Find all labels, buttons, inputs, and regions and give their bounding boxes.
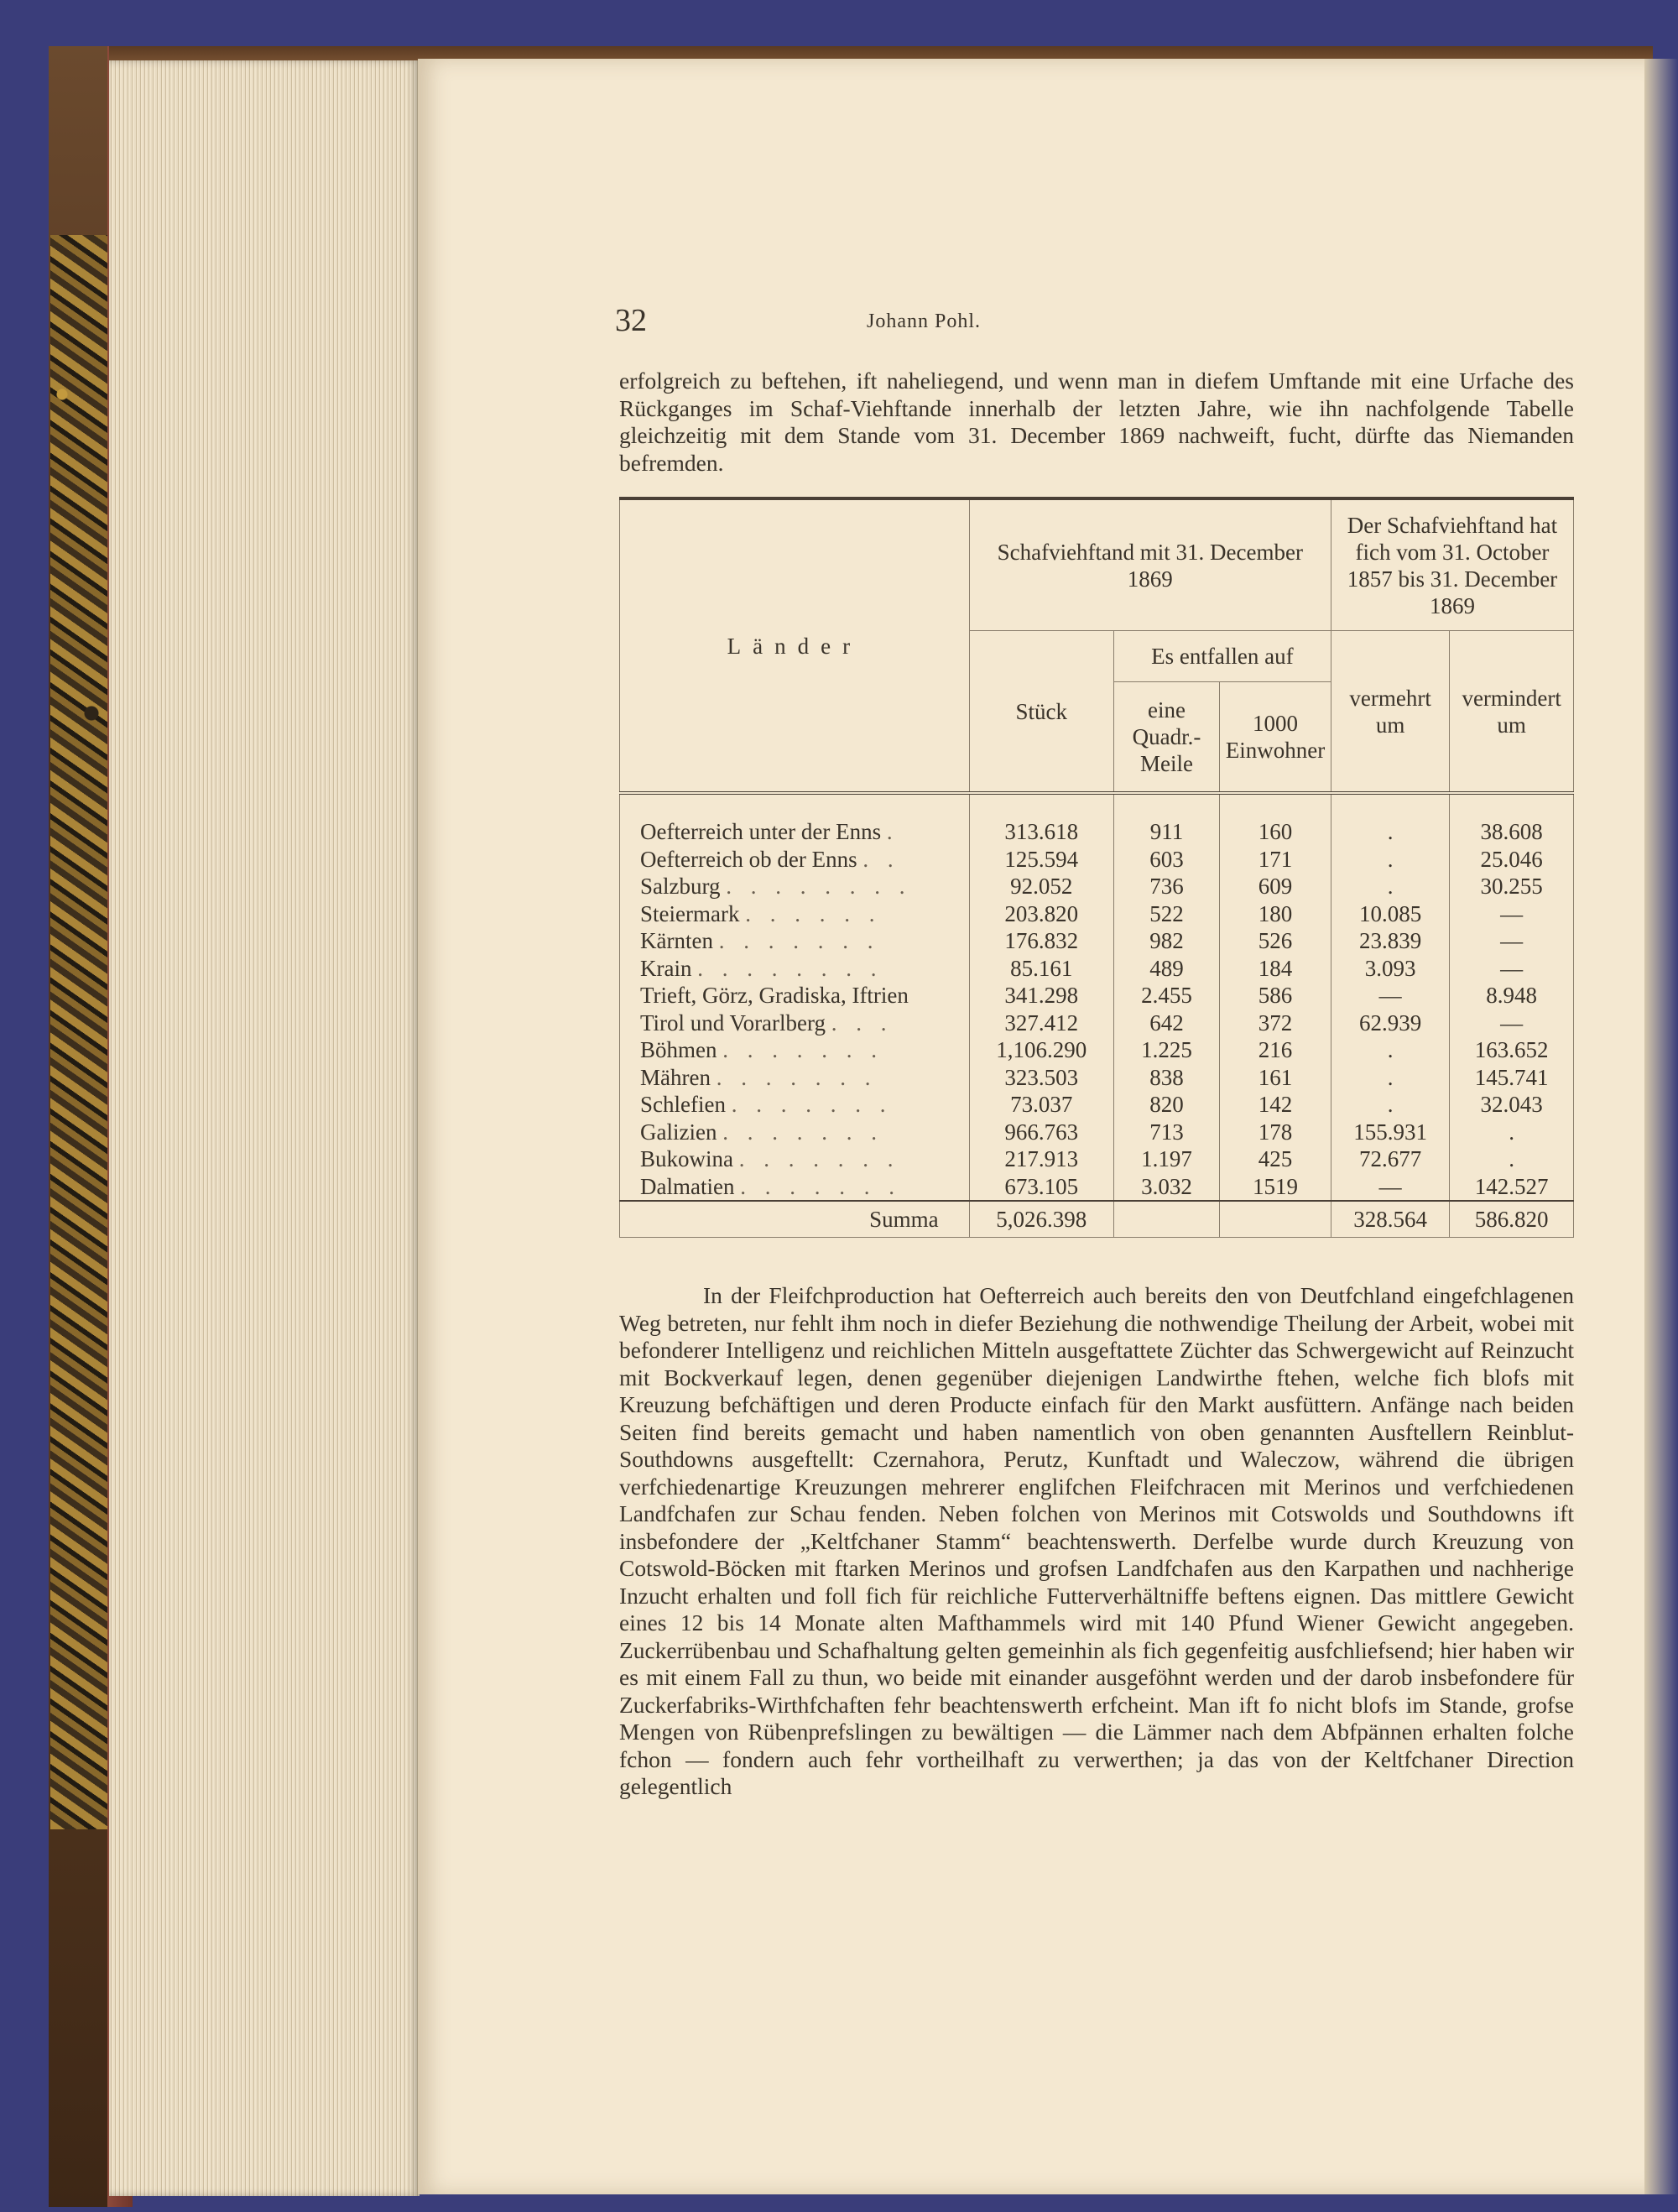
cell-vermehrt: .	[1331, 873, 1449, 900]
summa-quadr	[1113, 1201, 1219, 1238]
cell-land	[620, 1036, 970, 1064]
cell-quadr: 2.455	[1113, 982, 1219, 1009]
land-name: Mähren	[640, 1064, 711, 1090]
facing-page-edge	[1644, 59, 1678, 2194]
cell-vermindert: 25.046	[1450, 846, 1574, 874]
cell-vermindert: 38.608	[1450, 793, 1574, 846]
leader-dots: . . . . . . . .	[697, 955, 883, 981]
header-laender: Länder	[620, 498, 970, 793]
cell-stueck: 203.820	[969, 900, 1113, 928]
cell-einw: 586	[1220, 982, 1331, 1009]
cell-einw: 180	[1220, 900, 1331, 928]
sheep-statistics-table	[619, 497, 1574, 1238]
leader-dots: . . . . . . .	[722, 1037, 883, 1062]
cell-vermehrt: 72.677	[1331, 1145, 1449, 1173]
summa-einw	[1220, 1201, 1331, 1238]
cell-land	[620, 1119, 970, 1146]
cell-vermehrt: —	[1331, 982, 1449, 1009]
land-name: Bukowina	[640, 1146, 733, 1171]
cell-einw: 142	[1220, 1091, 1331, 1119]
cell-quadr: 982	[1113, 927, 1219, 955]
cell-quadr: 489	[1113, 955, 1219, 983]
page-header	[615, 302, 1571, 339]
cell-vermindert: 163.652	[1450, 1036, 1574, 1064]
leader-dots: . . . . . . .	[740, 1173, 901, 1199]
summa-vermehrt: 328.564	[1331, 1201, 1449, 1238]
cell-stueck: 1,106.290	[969, 1036, 1113, 1064]
marbled-cover-edge	[50, 235, 109, 1829]
table-row	[620, 1064, 1574, 1092]
header-vermindert: vermindert um	[1450, 631, 1574, 794]
cell-land	[620, 793, 970, 846]
table-row	[620, 900, 1574, 928]
leader-dots: . .	[862, 846, 900, 872]
table-row	[620, 793, 1574, 846]
land-name: Schlefien	[640, 1092, 726, 1117]
cell-vermehrt: 62.939	[1331, 1009, 1449, 1037]
land-name: Oefterreich unter der Enns	[640, 819, 882, 844]
table-row	[620, 1036, 1574, 1064]
cell-quadr: 522	[1113, 900, 1219, 928]
cell-stueck: 125.594	[969, 846, 1113, 874]
cell-quadr: 911	[1113, 793, 1219, 846]
cell-quadr: 820	[1113, 1091, 1219, 1119]
land-name: Krain	[640, 955, 692, 981]
cell-land	[620, 927, 970, 955]
cell-land	[620, 873, 970, 900]
land-name: Salzburg	[640, 874, 721, 899]
cell-land	[620, 1091, 970, 1119]
land-name: Galizien	[640, 1119, 717, 1145]
cell-vermindert: .	[1450, 1145, 1574, 1173]
cell-stueck: 176.832	[969, 927, 1113, 955]
header-es-entfallen: Es entfallen auf	[1113, 631, 1331, 682]
land-name: Steiermark	[640, 900, 740, 926]
cell-vermindert: 8.948	[1450, 982, 1574, 1009]
cell-land	[620, 1009, 970, 1037]
cell-einw: 216	[1220, 1036, 1331, 1064]
cell-vermehrt: 155.931	[1331, 1119, 1449, 1146]
leader-dots: . . .	[831, 1009, 894, 1036]
cell-vermindert: —	[1450, 955, 1574, 983]
cell-land	[620, 955, 970, 983]
land-name: Dalmatien	[640, 1173, 735, 1199]
cell-stueck: 327.412	[969, 1009, 1113, 1037]
table-body	[620, 793, 1574, 1201]
cell-land	[620, 846, 970, 874]
cell-vermindert: .	[1450, 1119, 1574, 1146]
cell-vermehrt: 23.839	[1331, 927, 1449, 955]
cell-quadr: 642	[1113, 1009, 1219, 1037]
summa-stueck: 5,026.398	[969, 1201, 1113, 1238]
page-number: 32	[615, 303, 647, 338]
cell-vermindert: —	[1450, 1009, 1574, 1037]
running-head: Johann Pohl.	[867, 310, 982, 332]
cell-einw: 609	[1220, 873, 1331, 900]
table-row	[620, 1119, 1574, 1146]
header-stueck: Stück	[969, 631, 1113, 794]
leader-dots: . . . . . . .	[718, 928, 880, 953]
header-vermehrt: vermehrt um	[1331, 631, 1449, 794]
leader-dots: . . . . . . . .	[726, 874, 912, 899]
cell-stueck: 92.052	[969, 873, 1113, 900]
cell-vermindert: 142.527	[1450, 1173, 1574, 1202]
intro-paragraph: erfolgreich zu beftehen, ift naheliegend, und wenn man in diefem Umftande mit eine Urfache des Rückganges im Schaf-Viehftande innerhalb der letzten Jahre, wie ihn nachfolgende Tabelle gleichzeitig mit dem Stande vom 31. December 1869 nachweift, fucht, dürfte das Niemanden befremden.	[619, 368, 1574, 476]
land-name: Böhmen	[640, 1037, 717, 1062]
cell-quadr: 3.032	[1113, 1173, 1219, 1202]
land-name: Kärnten	[640, 928, 713, 953]
table-row	[620, 1145, 1574, 1173]
cell-land	[620, 1064, 970, 1092]
table-row	[620, 982, 1574, 1009]
cell-einw: 184	[1220, 955, 1331, 983]
cell-vermehrt: .	[1331, 1036, 1449, 1064]
cell-vermehrt: 3.093	[1331, 955, 1449, 983]
summa-vermindert: 586.820	[1450, 1201, 1574, 1238]
table-row	[620, 927, 1574, 955]
cell-quadr: 603	[1113, 846, 1219, 874]
land-name: Tirol und Vorarlberg	[640, 1009, 826, 1036]
leader-dots: . . . . . .	[745, 900, 882, 926]
land-name: Oefterreich ob der Enns	[640, 846, 857, 872]
table-row	[620, 873, 1574, 900]
land-name: Trieft, Görz, Gradiska, Iftrien	[640, 983, 909, 1008]
cell-land	[620, 982, 970, 1009]
cell-quadr: 838	[1113, 1064, 1219, 1092]
body-text	[619, 1282, 1574, 1801]
cell-einw: 425	[1220, 1145, 1331, 1173]
cell-vermindert: 145.741	[1450, 1064, 1574, 1092]
table-row	[620, 1009, 1574, 1037]
cell-vermehrt: —	[1331, 1173, 1449, 1202]
cell-quadr: 1.197	[1113, 1145, 1219, 1173]
cell-quadr: 1.225	[1113, 1036, 1219, 1064]
cell-land	[620, 1173, 970, 1202]
cell-stueck: 73.037	[969, 1091, 1113, 1119]
body-paragraph: In der Fleifchproduction hat Oefterreich auch bereits den von Deutfchland eingefchlagenen Weg betreten, nur fehlt ihm noch in diefer Beziehung die nothwendige Theilung der Arbeit, wobei mit befonderer Intelligenz und reichlichen Mitteln ausgeftattete Züchter das Schwergewicht auf Reinzucht mit Bockverkauf legen, denen gegenüber diejenigen Landwirthe ftehen, welche fich blofs mit Kreuzung befchäftigen und deren Producte einfach für den Markt ausfüttern. Anfänge nach beiden Seiten find bereits gemacht und haben namentlich von oben genannten Ausftellern Reinblut-Southdowns ausgeftellt: Czernahora, Perutz, Kunftadt und Waleczow, während die übrigen verfchiedenartige Kreuzungen mehrerer englifchen Fleifchracen mit Merinos und verfchiedenen Landfchafen zur Schau fenden. Neben folchen von Merinos mit Cotswolds und Southdowns ift insbefondere der „Keltfchaner Stamm“ beachtenswerth. Derfelbe wurde durch Kreuzung von Cotswold-Böcken mit ftarken Merinos und grofsen Landfchafen aus den Karpathen und nachherige Inzucht erhalten und foll fich für reichliche Futterverhältniffe beftens eignen. Das mittlere Gewicht eines 12 bis 14 Monate alten Mafthammels wird mit 140 Pfund Wiener Gewicht angegeben. Zuckerrübenbau und Schafhaltung gelten gemeinhin als fich gegenfeitig ausfchliefsend; hier haben wir es mit einem Fall zu thun, wo beide mit einander ausgeföhnt werden und der darob insbefondere für Zuckerfabriks-Wirthfchaften fehr beachtenswerth erfcheint. Man ift fo nicht blofs im Stande, grofse Mengen von Rübenprefslingen zu bewältigen — die Lämmer nach dem Abfpännen erhalten folche fchon — fondern auch fehr vortheilhaft zu verwerthen; ja das von der Keltfchaner Direction gelegentlich	[619, 1282, 1574, 1799]
header-quadratmeile: eine Quadr.-Meile	[1113, 682, 1219, 794]
cell-vermehrt: .	[1331, 846, 1449, 874]
page-stack	[109, 60, 420, 2196]
cell-einw: 160	[1220, 793, 1331, 846]
cell-vermehrt: .	[1331, 1064, 1449, 1092]
cell-vermindert: 32.043	[1450, 1091, 1574, 1119]
header-einwohner: 1000 Einwohner	[1220, 682, 1331, 794]
cell-stueck: 966.763	[969, 1119, 1113, 1146]
intro-text	[619, 368, 1574, 477]
table-row	[620, 955, 1574, 983]
cell-vermindert: —	[1450, 927, 1574, 955]
summa-label: Summa	[620, 1201, 970, 1238]
cell-einw: 372	[1220, 1009, 1331, 1037]
table-row	[620, 1173, 1574, 1202]
cell-stueck: 323.503	[969, 1064, 1113, 1092]
cell-einw: 526	[1220, 927, 1331, 955]
cell-stueck: 85.161	[969, 955, 1113, 983]
cell-einw: 178	[1220, 1119, 1331, 1146]
table-row	[620, 846, 1574, 874]
cell-einw: 1519	[1220, 1173, 1331, 1202]
cell-einw: 161	[1220, 1064, 1331, 1092]
cell-vermehrt: .	[1331, 1091, 1449, 1119]
leader-dots: . . . . . . .	[731, 1092, 893, 1117]
cell-einw: 171	[1220, 846, 1331, 874]
cell-stueck: 341.298	[969, 982, 1113, 1009]
cell-vermindert: 30.255	[1450, 873, 1574, 900]
header-schafviehstand: Schafviehftand mit 31. December 1869	[969, 498, 1331, 631]
leader-dots: . . . . . . .	[722, 1119, 883, 1145]
cell-vermehrt: 10.085	[1331, 900, 1449, 928]
header-veraenderung: Der Schafviehftand hat fich vom 31. October 1857 bis 31. December 1869	[1331, 498, 1573, 631]
cell-stueck: 217.913	[969, 1145, 1113, 1173]
cell-vermehrt: .	[1331, 793, 1449, 846]
leader-dots: .	[886, 819, 899, 844]
cell-quadr: 713	[1113, 1119, 1219, 1146]
cell-stueck: 673.105	[969, 1173, 1113, 1202]
cell-land	[620, 1145, 970, 1173]
cell-quadr: 736	[1113, 873, 1219, 900]
leader-dots: . . . . . . .	[738, 1146, 900, 1171]
cell-land	[620, 900, 970, 928]
leader-dots: . . . . . . .	[716, 1064, 878, 1090]
table-row	[620, 1091, 1574, 1119]
summa-row	[620, 1201, 1574, 1238]
cell-vermindert: —	[1450, 900, 1574, 928]
cell-stueck: 313.618	[969, 793, 1113, 846]
